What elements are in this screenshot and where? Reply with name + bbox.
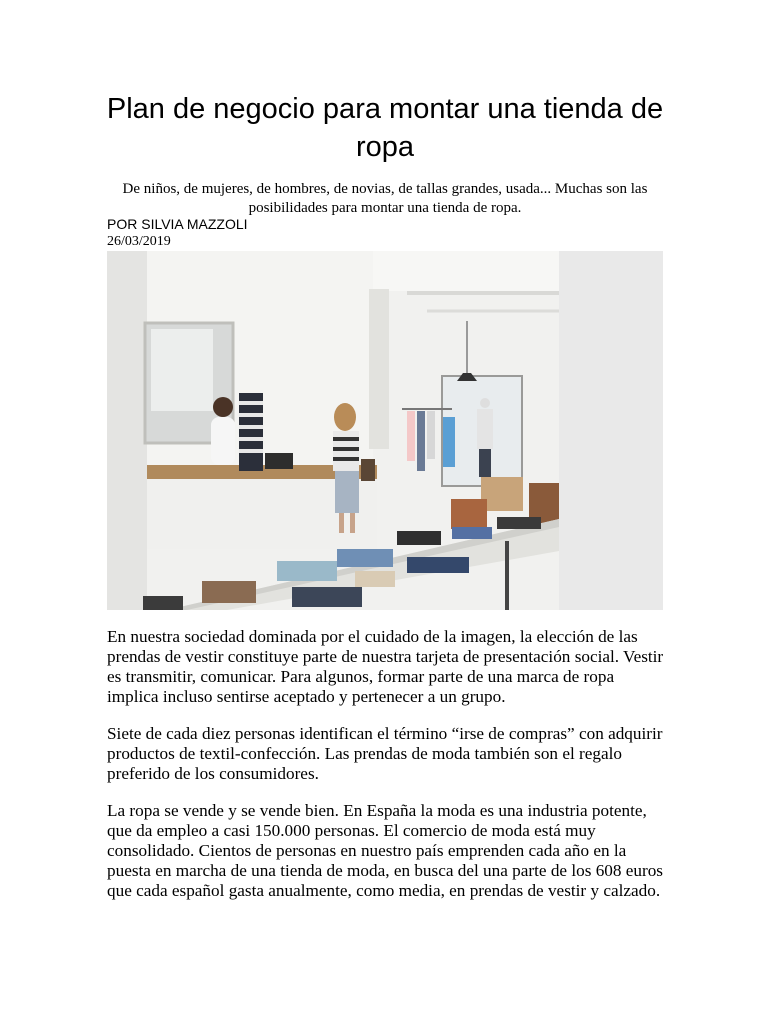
store-interior-illustration <box>107 251 559 610</box>
article-author: POR SILVIA MAZZOLI <box>107 216 248 232</box>
article-subtitle: De niños, de mujeres, de hombres, de novias, de tallas grandes, usada... Muchas son las posibilidades para montar una tienda de ropa. <box>122 181 648 216</box>
paragraph-1: En nuestra sociedad dominada por el cuidado de la imagen, la elección de las prendas de vestir constituye parte de nuestra tarjeta de presentación social. Vestir es transmitir, comunicar. Para algunos, formar parte de una marca de ropa implica incluso sentirse aceptado y pertenecer a un grupo. <box>107 627 664 706</box>
paragraph-2: Siete de cada diez personas identifican el término “irse de compras” con adquirir productos de textil-confección. Las prendas de moda también son el regalo preferido de los consumidores. <box>107 724 663 783</box>
article-title: Plan de negocio para montar una tienda de ropa <box>106 93 664 163</box>
clothing-store-photo <box>107 251 663 610</box>
article-date: 26/03/2019 <box>107 234 171 249</box>
paragraph-3: La ropa se vende y se vende bien. En España la moda es una industria potente, que da empleo a casi 150.000 personas. El comercio de moda está muy consolidado. Cientos de personas en nuestro país emprenden cada año en la puesta en marcha de una tienda de moda, en busca del una parte de los 608 euros que cada español gasta anualmente, como media, en prendas de vestir y calzado. <box>107 801 664 900</box>
article-body <box>107 627 667 918</box>
